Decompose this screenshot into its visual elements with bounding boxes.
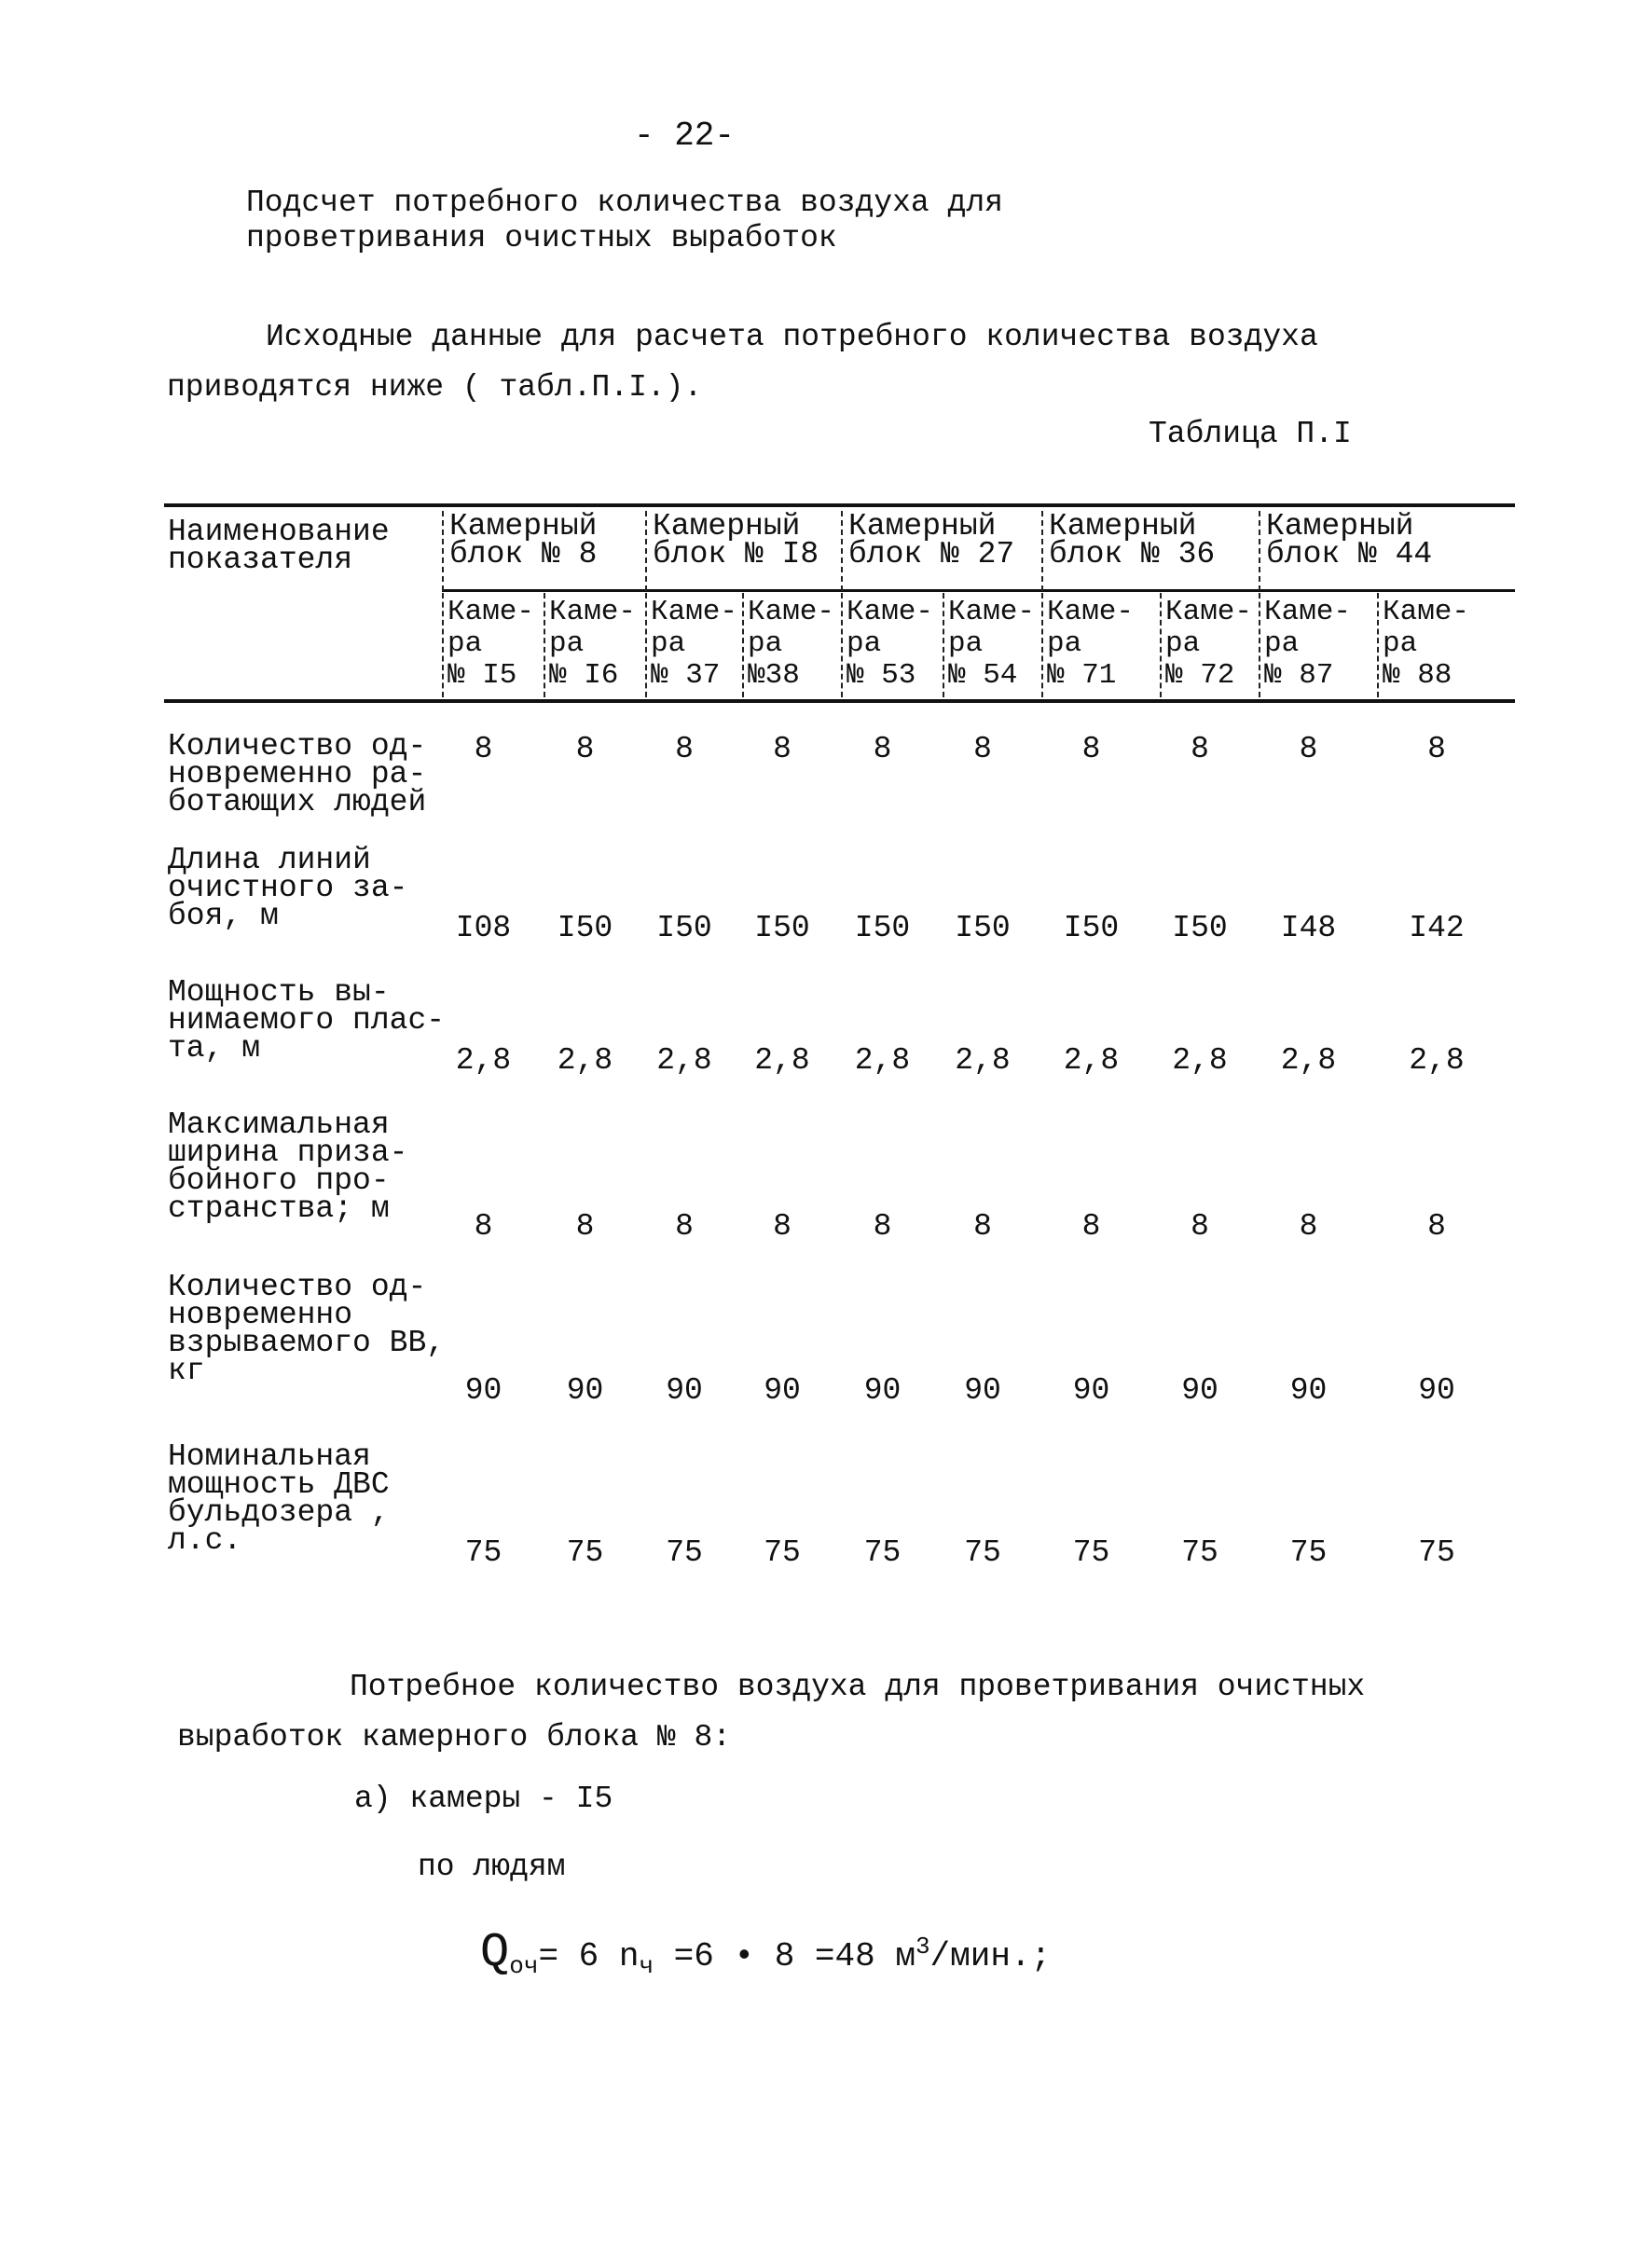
table-cell: 90 [863,1373,902,1408]
table-cell: 75 [1072,1535,1110,1570]
table-cell: 8 [474,1209,493,1244]
table-cell: 90 [1289,1373,1328,1408]
chamber-divider [1041,593,1043,697]
formula-mid: = 6 n [538,1937,640,1975]
chamber-divider [1259,593,1260,697]
formula-sup: 3 [915,1933,930,1961]
table-cell: 2,8 [1063,1043,1120,1078]
formula [480,1925,1052,1983]
formula-q-sub: оч [509,1952,539,1981]
table-cell: 8 [773,1209,792,1244]
row-label: Длина линий очистного за- боя, м [168,843,408,933]
row-label: Номинальная мощность ДВС бульдозера , л.с. [168,1439,390,1558]
block-divider [1041,511,1043,591]
formula-rest: =6 • 8 =48 м [654,1937,915,1975]
body-line-1: Потребное количество воздуха для проветривания очистных [350,1670,1366,1704]
header-chamber: Каме- ра № I6 [549,596,637,692]
table-cell: 75 [764,1535,801,1570]
header-chamber: Каме- ра № 88 [1383,596,1470,692]
header-chamber: Каме- ра № 54 [948,596,1036,692]
block-divider [841,511,843,591]
table-header-rule [442,589,1515,592]
header-block: Камерный блок № 27 [848,509,1015,571]
table-cell: 75 [1289,1535,1328,1570]
table-cell: 8 [1427,1209,1446,1244]
table-cell: 2,8 [1280,1043,1337,1078]
table-cell: 2,8 [955,1043,1011,1078]
table-cell: 90 [764,1373,801,1408]
chamber-divider [841,593,843,697]
table-cell: 8 [1427,732,1446,766]
chamber-divider [544,593,545,697]
table-header-bottom-rule [164,699,1515,703]
body-line-2: выработок камерного блока № 8: [177,1720,732,1755]
block-divider [442,511,444,591]
table-cell: I08 [455,911,512,945]
table-cell: 75 [1181,1535,1218,1570]
table-cell: 8 [1081,1209,1101,1244]
header-block: Камерный блок № 44 [1266,509,1433,571]
table-cell: 8 [973,1209,992,1244]
row-label: Максимальная ширина приза- бойного про- странства; м [168,1108,408,1226]
header-chamber: Каме- ра № 53 [847,596,934,692]
heading-line-2: проветривания очистных выработок [246,221,837,255]
table-cell: 2,8 [1409,1043,1465,1078]
table-cell: I50 [656,911,712,945]
table-cell: 8 [575,732,595,766]
table-cell: 8 [873,1209,892,1244]
table-cell: 8 [1299,732,1318,766]
table-cell: I42 [1409,911,1465,945]
chamber-divider [943,593,944,697]
table-cell: 2,8 [754,1043,810,1078]
table-cell: 2,8 [854,1043,911,1078]
header-chamber: Каме- ра №38 [748,596,835,692]
formula-unit: /мин.; [929,1937,1052,1975]
table-cell: 8 [675,1209,694,1244]
row-label: Количество од- новременно взрываемого ВВ, кг [168,1270,446,1388]
table-cell: 2,8 [557,1043,613,1078]
table-cell: 8 [575,1209,595,1244]
table-cell: 75 [666,1535,703,1570]
table-cell: I50 [1063,911,1120,945]
table-cell: 2,8 [1172,1043,1228,1078]
table-cell: 8 [873,732,892,766]
table-cell: 90 [666,1373,703,1408]
table-cell: I50 [955,911,1011,945]
table-cell: 75 [464,1535,502,1570]
table-cell: 75 [566,1535,604,1570]
row-label: Количество од- новременно ра- ботающих людей [168,729,427,819]
table-cell: 90 [964,1373,1001,1408]
header-block: Камерный блок № 8 [449,509,598,571]
table-cell: 2,8 [455,1043,512,1078]
intro-line-1: Исходные данные для расчета потребного количества воздуха [266,320,1318,354]
intro-line-2: приводятся ниже ( табл.П.I.). [167,370,703,405]
chamber-divider [645,593,647,697]
header-chamber: Каме- ра № 37 [651,596,738,692]
block-divider [1259,511,1260,591]
table-cell: 8 [474,732,493,766]
table-cell: 2,8 [656,1043,712,1078]
header-chamber: Каме- ра № I5 [447,596,535,692]
table-caption: Таблица П.I [1149,417,1352,451]
chamber-divider [1160,593,1162,697]
table-cell: 90 [566,1373,604,1408]
table-cell: I50 [854,911,911,945]
heading-line-1: Подсчет потребного количества воздуха для [246,186,1003,220]
table-cell: I48 [1280,911,1337,945]
table-cell: I50 [557,911,613,945]
formula-q: Q [480,1925,510,1980]
table-cell: 8 [1191,1209,1209,1244]
table-cell: I50 [1172,911,1228,945]
table-cell: 75 [964,1535,1001,1570]
table-top-rule [164,503,1515,507]
table-cell: 8 [1191,732,1209,766]
chamber-divider [1377,593,1379,697]
item-a: а) камеры - I5 [354,1782,613,1816]
table-cell: 75 [1418,1535,1455,1570]
header-chamber: Каме- ра № 72 [1165,596,1253,692]
table-cell: 8 [1081,732,1101,766]
table-cell: 90 [1181,1373,1218,1408]
table-cell: 8 [973,732,992,766]
table-cell: 90 [1418,1373,1455,1408]
header-block: Камерный блок № I8 [653,509,819,571]
header-block: Камерный блок № 36 [1049,509,1216,571]
page-number: - 22- [634,117,736,155]
table-cell: 8 [1299,1209,1318,1244]
chamber-divider [442,593,444,697]
table-cell: 90 [464,1373,502,1408]
block-divider [645,511,647,591]
table-cell: 75 [863,1535,902,1570]
table-cell: 8 [675,732,694,766]
table-cell: 90 [1072,1373,1110,1408]
header-chamber: Каме- ра № 71 [1047,596,1135,692]
header-indicator-name: Наименование показателя [168,515,390,577]
row-label: Мощность вы- нимаемого плас- та, м [168,975,446,1066]
header-chamber: Каме- ра № 87 [1264,596,1352,692]
formula-n-sub: ч [639,1952,654,1981]
by-people: по людям [418,1850,566,1884]
chamber-divider [742,593,744,697]
table-cell: I50 [754,911,810,945]
table-cell: 8 [773,732,792,766]
